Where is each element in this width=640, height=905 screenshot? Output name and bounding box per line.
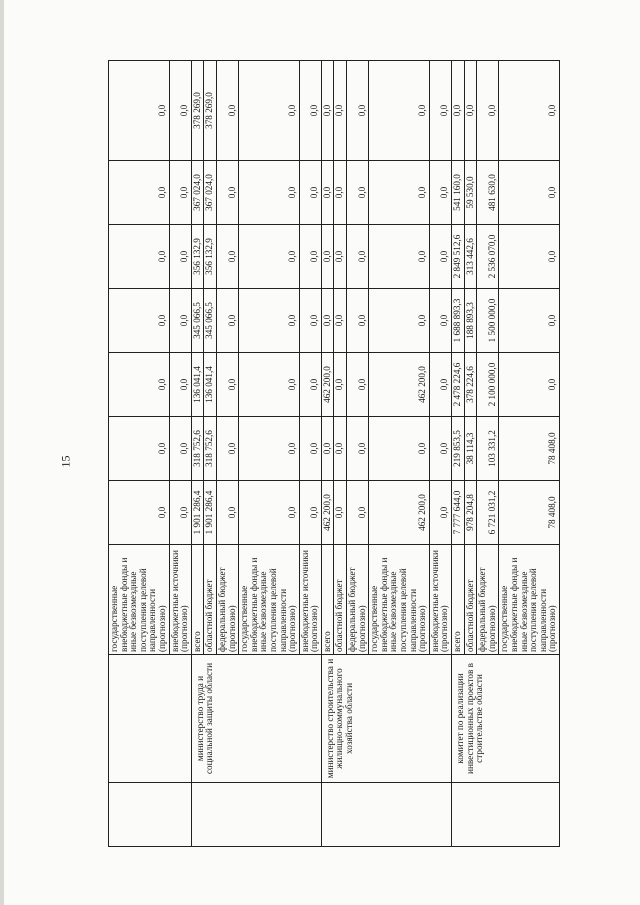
value-cell: 0,0 (429, 61, 451, 161)
value-cell: 0,0 (169, 289, 191, 353)
value-cell: 0,0 (216, 353, 238, 417)
value-cell: 0,0 (477, 61, 499, 161)
value-cell: 0,0 (321, 289, 334, 353)
value-cell: 0,0 (239, 289, 300, 353)
value-cell: 0,0 (109, 225, 170, 289)
value-cell: 0,0 (109, 61, 170, 161)
funding-source-cell: государственные внебюджетные фонды и иные безвозмездные поступления целевой направленности (прогнозно) (369, 545, 430, 655)
value-cell: 0,0 (499, 161, 560, 225)
value-cell: 978 204,8 (464, 481, 477, 545)
value-cell: 0,0 (299, 417, 321, 481)
value-cell: 0,0 (334, 481, 347, 545)
budget-table (108, 60, 560, 847)
value-cell: 0,0 (321, 161, 334, 225)
value-cell: 6 721 031,2 (477, 481, 499, 545)
blank-cell (191, 783, 321, 847)
value-cell: 0,0 (429, 225, 451, 289)
value-cell: 0,0 (334, 417, 347, 481)
value-cell: 0,0 (109, 353, 170, 417)
value-cell: 0,0 (369, 289, 430, 353)
value-cell: 345 066,5 (204, 289, 217, 353)
value-cell: 0,0 (216, 481, 238, 545)
table-row (321, 61, 334, 847)
funding-source-cell: государственные внебюджетные фонды и иные безвозмездные поступления целевой направленности (прогнозно) (109, 545, 170, 655)
value-cell: 367 024,0 (191, 161, 204, 225)
value-cell: 0,0 (347, 161, 369, 225)
value-cell: 462 200,0 (321, 353, 334, 417)
value-cell: 188 893,3 (464, 289, 477, 353)
value-cell: 0,0 (429, 289, 451, 353)
value-cell: 462 200,0 (321, 481, 334, 545)
funding-source-cell: федеральный бюджет (прогнозно) (347, 545, 369, 655)
value-cell: 219 853,5 (452, 417, 465, 481)
value-cell: 0,0 (499, 353, 560, 417)
page-number: 15 (58, 455, 73, 468)
blank-cell (452, 783, 560, 847)
value-cell: 1 901 286,4 (204, 481, 217, 545)
value-cell: 0,0 (299, 225, 321, 289)
value-cell: 7 777 644,0 (452, 481, 465, 545)
value-cell: 136 041,4 (204, 353, 217, 417)
value-cell: 0,0 (216, 161, 238, 225)
table-row (452, 61, 465, 847)
table-row (109, 61, 170, 847)
value-cell: 0,0 (299, 161, 321, 225)
value-cell: 0,0 (429, 417, 451, 481)
value-cell: 0,0 (499, 61, 560, 161)
value-cell: 481 630,0 (477, 161, 499, 225)
value-cell: 462 200,0 (369, 353, 430, 417)
value-cell: 59 530,0 (464, 161, 477, 225)
funding-source-cell: областной бюджет (204, 545, 217, 655)
organization-cell: министерство строительства и жилищно-коммунального хозяйства области (321, 655, 451, 783)
value-cell: 136 041,4 (191, 353, 204, 417)
table-row (191, 61, 204, 847)
value-cell: 0,0 (321, 61, 334, 161)
value-cell: 0,0 (347, 225, 369, 289)
value-cell: 0,0 (334, 225, 347, 289)
value-cell: 0,0 (299, 353, 321, 417)
value-cell: 0,0 (216, 417, 238, 481)
value-cell: 0,0 (452, 61, 465, 161)
value-cell: 318 752,6 (204, 417, 217, 481)
value-cell: 0,0 (334, 353, 347, 417)
value-cell: 0,0 (369, 417, 430, 481)
value-cell: 313 442,6 (464, 225, 477, 289)
value-cell: 0,0 (347, 353, 369, 417)
value-cell: 0,0 (321, 225, 334, 289)
value-cell: 345 066,5 (191, 289, 204, 353)
value-cell: 0,0 (464, 61, 477, 161)
value-cell: 541 160,0 (452, 161, 465, 225)
value-cell: 318 752,6 (191, 417, 204, 481)
value-cell: 2 849 512,6 (452, 225, 465, 289)
value-cell: 0,0 (321, 417, 334, 481)
value-cell: 378 269,0 (191, 61, 204, 161)
value-cell: 0,0 (334, 161, 347, 225)
organization-cell: комитет по реализации инвестиционных проектов в строительстве области (452, 655, 560, 783)
value-cell: 0,0 (429, 161, 451, 225)
funding-source-cell: областной бюджет (464, 545, 477, 655)
value-cell: 0,0 (299, 481, 321, 545)
value-cell: 1 500 000,0 (477, 289, 499, 353)
value-cell: 356 132,9 (191, 225, 204, 289)
value-cell: 378 224,6 (464, 353, 477, 417)
value-cell: 0,0 (347, 61, 369, 161)
value-cell: 2 478 224,6 (452, 353, 465, 417)
value-cell: 0,0 (169, 481, 191, 545)
funding-source-cell: государственные внебюджетные фонды и иные безвозмездные поступления целевой направленности (прогнозно) (239, 545, 300, 655)
value-cell: 0,0 (169, 225, 191, 289)
value-cell: 0,0 (369, 161, 430, 225)
funding-source-cell: всего (321, 545, 334, 655)
value-cell: 38 114,3 (464, 417, 477, 481)
value-cell: 0,0 (169, 353, 191, 417)
value-cell: 0,0 (239, 61, 300, 161)
value-cell: 0,0 (429, 481, 451, 545)
value-cell: 2 100 000,0 (477, 353, 499, 417)
blank-cell (109, 783, 192, 847)
value-cell: 0,0 (239, 481, 300, 545)
value-cell: 0,0 (299, 61, 321, 161)
organization-cell: министерство труда и социальной защиты области (191, 655, 321, 783)
value-cell: 78 408,0 (499, 417, 560, 481)
value-cell: 0,0 (239, 161, 300, 225)
value-cell: 462 200,0 (369, 481, 430, 545)
value-cell: 0,0 (429, 353, 451, 417)
value-cell: 0,0 (169, 161, 191, 225)
value-cell: 0,0 (109, 289, 170, 353)
value-cell: 0,0 (239, 417, 300, 481)
value-cell: 0,0 (109, 417, 170, 481)
value-cell: 78 408,0 (499, 481, 560, 545)
value-cell: 0,0 (109, 481, 170, 545)
value-cell: 0,0 (347, 417, 369, 481)
value-cell: 0,0 (109, 161, 170, 225)
value-cell: 0,0 (239, 225, 300, 289)
funding-source-cell: областной бюджет (334, 545, 347, 655)
value-cell: 0,0 (369, 225, 430, 289)
value-cell: 0,0 (499, 289, 560, 353)
value-cell: 0,0 (216, 225, 238, 289)
value-cell: 0,0 (216, 289, 238, 353)
rotated-table-container (108, 61, 584, 847)
value-cell: 0,0 (334, 61, 347, 161)
funding-source-cell: внебюджетные источники (прогнозно) (169, 545, 191, 655)
blank-cell (321, 783, 451, 847)
value-cell: 0,0 (299, 289, 321, 353)
value-cell: 378 269,0 (204, 61, 217, 161)
value-cell: 367 024,0 (204, 161, 217, 225)
value-cell: 356 132,9 (204, 225, 217, 289)
value-cell: 0,0 (169, 417, 191, 481)
organization-cell (109, 655, 192, 783)
value-cell: 103 331,2 (477, 417, 499, 481)
funding-source-cell: внебюджетные источники (прогнозно) (299, 545, 321, 655)
funding-source-cell: всего (452, 545, 465, 655)
funding-source-cell: федеральный бюджет (прогнозно) (216, 545, 238, 655)
value-cell: 0,0 (239, 353, 300, 417)
funding-source-cell: федеральный бюджет (прогнозно) (477, 545, 499, 655)
scan-edge (0, 0, 4, 905)
value-cell: 0,0 (347, 481, 369, 545)
table-body (109, 61, 560, 847)
value-cell: 1 901 286,4 (191, 481, 204, 545)
value-cell: 0,0 (169, 61, 191, 161)
value-cell: 1 688 893,3 (452, 289, 465, 353)
funding-source-cell: всего (191, 545, 204, 655)
value-cell: 2 536 070,0 (477, 225, 499, 289)
funding-source-cell: государственные внебюджетные фонды и иные безвозмездные поступления целевой направленности (прогнозно) (499, 545, 560, 655)
value-cell: 0,0 (499, 225, 560, 289)
funding-source-cell: внебюджетные источники (прогнозно) (429, 545, 451, 655)
value-cell: 0,0 (334, 289, 347, 353)
value-cell: 0,0 (347, 289, 369, 353)
value-cell: 0,0 (216, 61, 238, 161)
value-cell: 0,0 (369, 61, 430, 161)
